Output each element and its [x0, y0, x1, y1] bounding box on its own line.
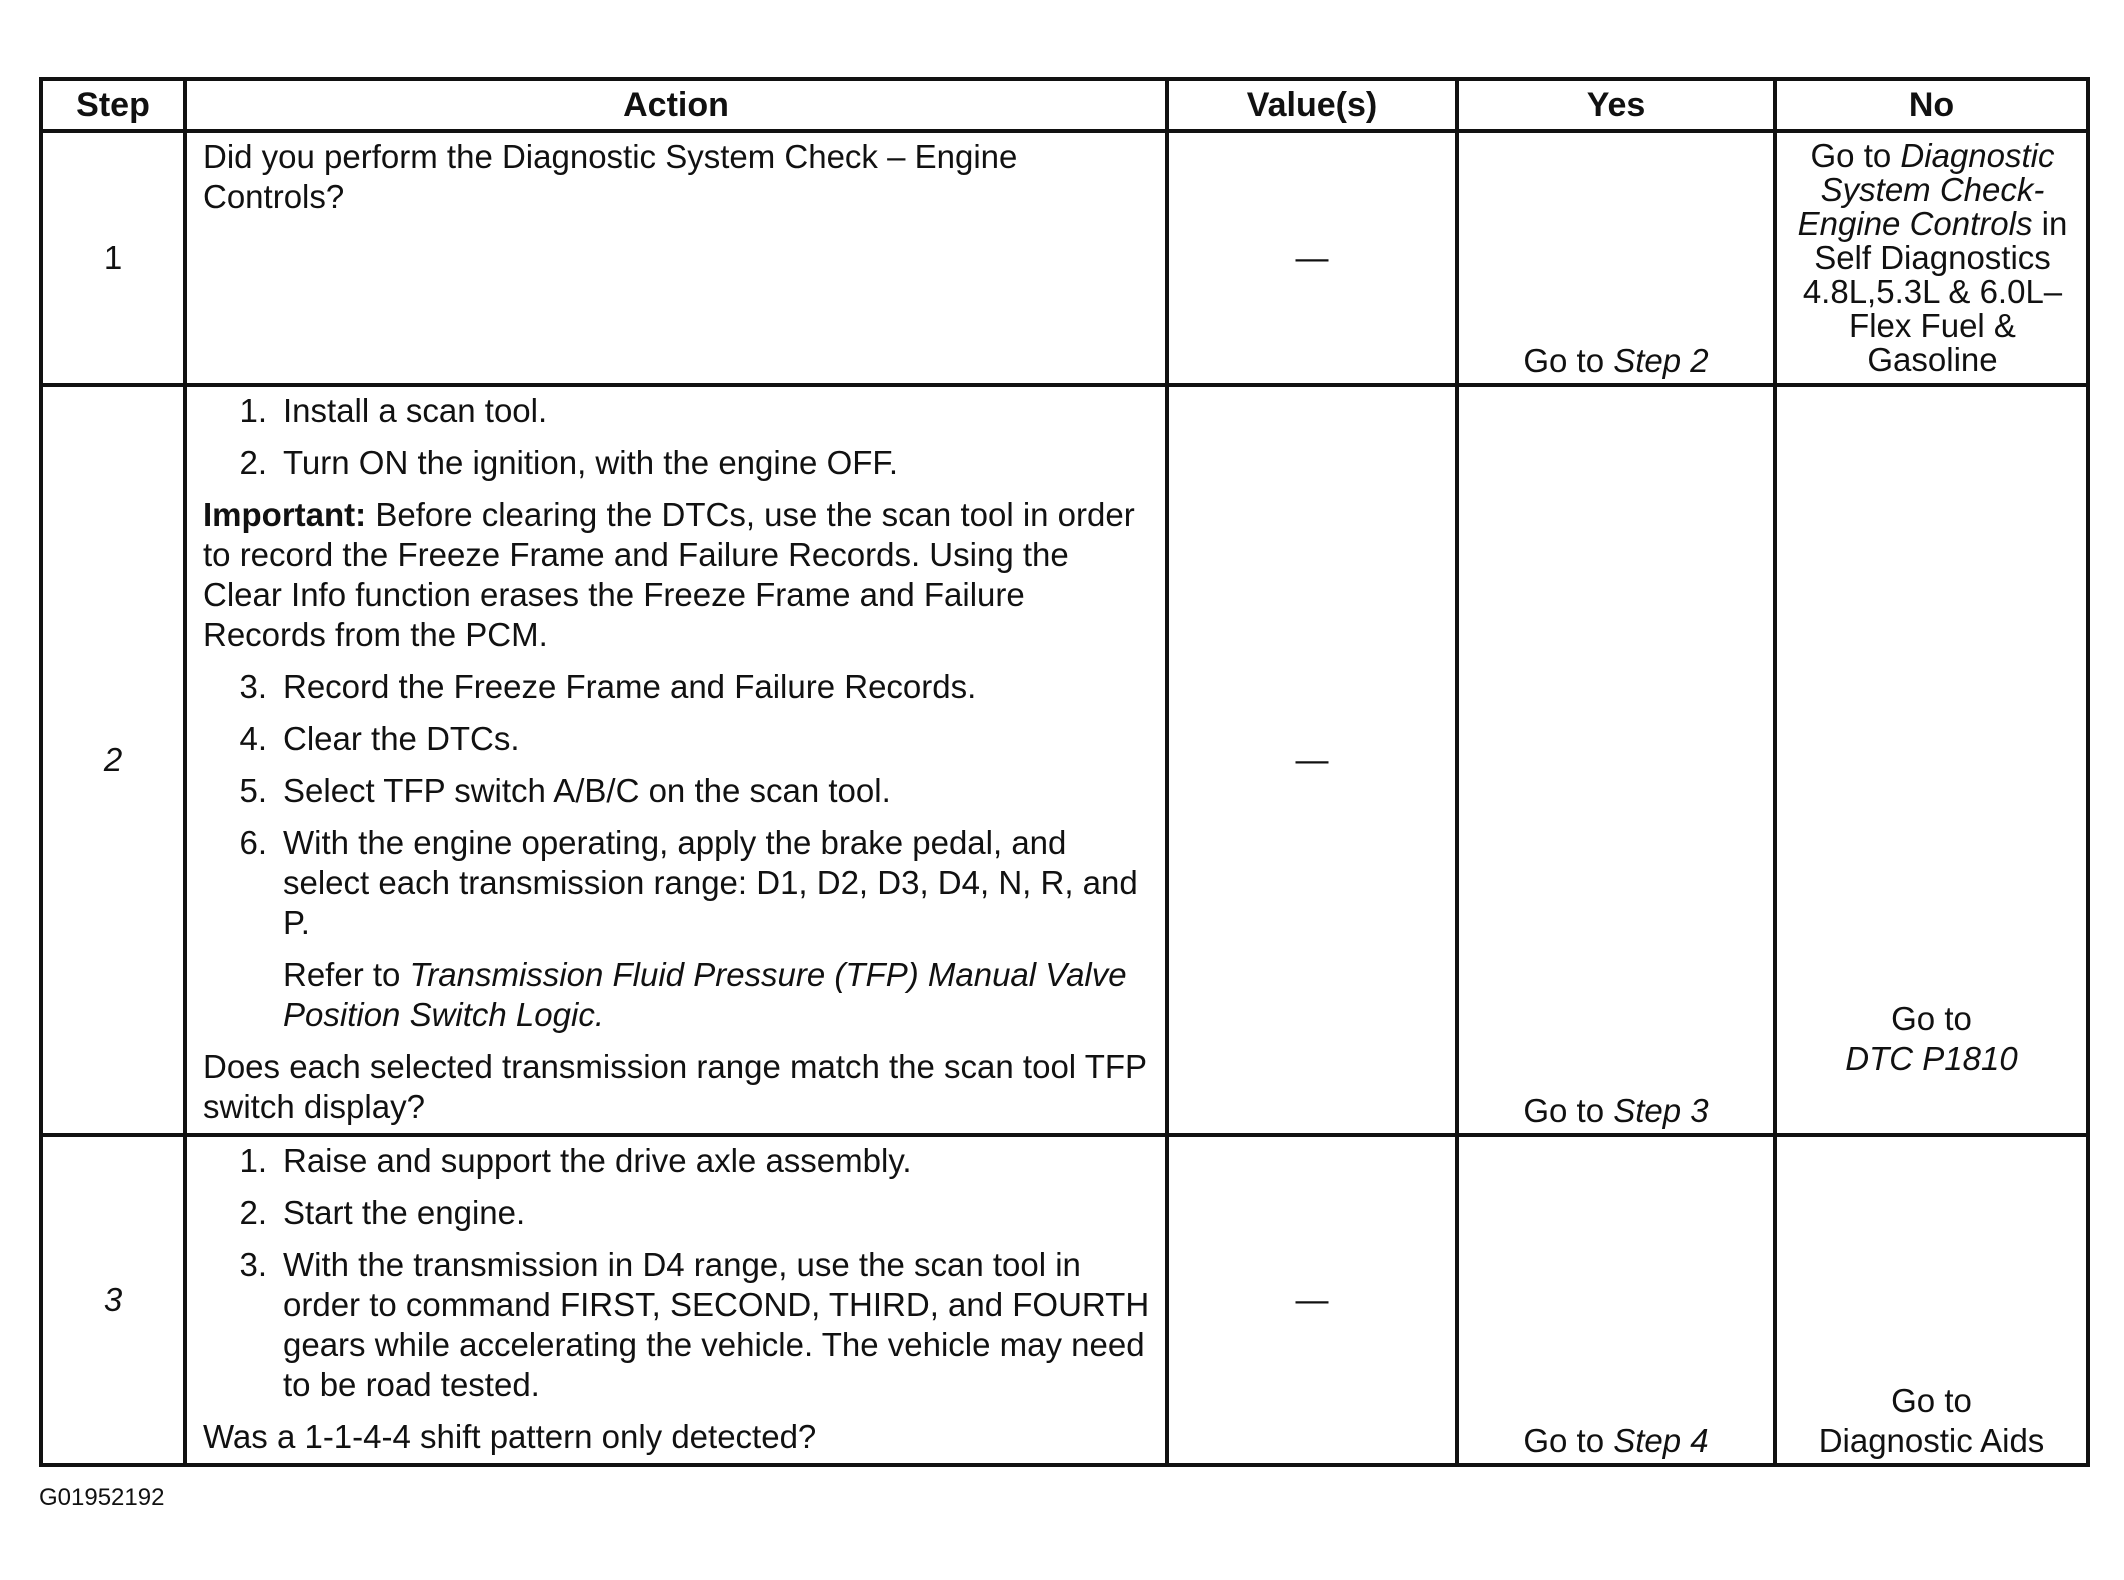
no-suffix: in Self Diagnostics 4.8L,5.3L & 6.0L– Flex Fuel & Gasoline	[1802, 205, 2068, 378]
step-number: 2	[41, 385, 185, 1135]
diagnostic-table	[39, 77, 2090, 1467]
value-cell: —	[1167, 385, 1457, 1135]
step-index: 1.	[239, 1142, 267, 1179]
header-step: Step	[41, 79, 185, 131]
step-index: 3.	[239, 668, 267, 705]
no-goto	[1777, 999, 2086, 1079]
no-goto	[1783, 139, 2082, 377]
yes-cell	[1457, 1135, 1775, 1465]
refer-suffix: .	[594, 996, 604, 1033]
step-text: Start the engine.	[283, 1194, 526, 1231]
no-cell	[1775, 385, 2088, 1135]
list-item	[203, 1193, 1151, 1233]
yes-goto	[1459, 1421, 1773, 1461]
action-question: Does each selected transmission range match the scan tool TFP switch display?	[203, 1048, 1147, 1125]
no-goto	[1777, 1381, 2086, 1461]
header-values: Value(s)	[1167, 79, 1457, 131]
no-prefix: Go to	[1810, 137, 1901, 174]
action-cell	[185, 385, 1167, 1135]
step-index: 4.	[239, 720, 267, 757]
action-steps-b	[203, 667, 1151, 943]
yes-cell	[1457, 385, 1775, 1135]
important-note	[203, 495, 1151, 655]
table-row-step-2	[41, 385, 2088, 1135]
step-index: 2.	[239, 1194, 267, 1231]
list-item	[203, 391, 1151, 431]
step-index: 2.	[239, 444, 267, 481]
list-item	[203, 1141, 1151, 1181]
yes-prefix: Go to	[1523, 342, 1614, 379]
step-text: Record the Freeze Frame and Failure Records.	[283, 668, 977, 705]
list-item	[203, 823, 1151, 943]
goto-step-2-link[interactable]: Step 2	[1613, 342, 1709, 379]
no-prefix: Go to	[1891, 1000, 1972, 1037]
table-header-row	[41, 79, 2088, 131]
refer-note	[203, 955, 1151, 1035]
step-text: Clear the DTCs.	[283, 720, 520, 757]
list-item	[203, 667, 1151, 707]
step-index: 5.	[239, 772, 267, 809]
step-number: 1	[41, 131, 185, 385]
step-text: Turn ON the ignition, with the engine OFF.	[283, 444, 899, 481]
step-index: 1.	[239, 392, 267, 429]
list-item	[203, 1245, 1151, 1405]
diagnostic-system-check-link[interactable]: Diagnostic System Check- Engine Controls	[1797, 137, 2055, 242]
dtc-p1810-link[interactable]: DTC P1810	[1845, 1040, 2018, 1077]
header-action: Action	[185, 79, 1167, 131]
diagnostic-aids-link[interactable]: Diagnostic Aids	[1818, 1422, 2045, 1459]
no-cell	[1775, 1135, 2088, 1465]
header-yes: Yes	[1457, 79, 1775, 131]
list-item	[203, 443, 1151, 483]
yes-goto	[1459, 1091, 1773, 1131]
action-steps-a	[203, 391, 1151, 483]
action-question: Was a 1-1-4-4 shift pattern only detected?	[203, 1418, 817, 1455]
value-cell: —	[1167, 131, 1457, 385]
yes-prefix: Go to	[1523, 1422, 1614, 1459]
list-item	[203, 719, 1151, 759]
goto-step-3-link[interactable]: Step 3	[1613, 1092, 1709, 1129]
action-cell	[185, 1135, 1167, 1465]
step-index: 6.	[239, 824, 267, 861]
figure-id: G01952192	[39, 1484, 165, 1511]
yes-prefix: Go to	[1523, 1092, 1614, 1129]
yes-goto	[1459, 341, 1773, 381]
step-text: Select TFP switch A/B/C on the scan tool.	[283, 772, 891, 809]
step-text: Raise and support the drive axle assembly.	[283, 1142, 912, 1179]
step-number: 3	[41, 1135, 185, 1465]
important-text: Before clearing the DTCs, use the scan tool in order to record the Freeze Frame and Failure Records. Using the Clear Info function erases the Freeze Frame and Failure Records from the PCM.	[203, 496, 1135, 653]
step-text: With the engine operating, apply the brake pedal, and select each transmission range: D1, D2, D3, D4, N, R, and P.	[283, 824, 1138, 941]
table-row-step-3	[41, 1135, 2088, 1465]
action-steps	[203, 1141, 1151, 1405]
yes-cell	[1457, 131, 1775, 385]
no-prefix: Go to	[1891, 1382, 1972, 1419]
important-label: Important:	[203, 496, 367, 533]
action-question: Did you perform the Diagnostic System Check – Engine Controls?	[203, 138, 1018, 215]
tfp-switch-logic-link[interactable]: Transmission Fluid Pressure (TFP) Manual Valve Position Switch Logic	[283, 956, 1127, 1033]
refer-prefix: Refer to	[283, 956, 410, 993]
header-no: No	[1775, 79, 2088, 131]
step-text: Install a scan tool.	[283, 392, 548, 429]
table-row-step-1	[41, 131, 2088, 385]
action-cell	[185, 131, 1167, 385]
no-cell	[1775, 131, 2088, 385]
goto-step-4-link[interactable]: Step 4	[1613, 1422, 1709, 1459]
step-index: 3.	[239, 1246, 267, 1283]
list-item	[203, 771, 1151, 811]
step-text: With the transmission in D4 range, use the scan tool in order to command FIRST, SECOND, THIRD, and FOURTH gears while accelerating the vehicle. The vehicle may need to be road tested.	[283, 1246, 1150, 1403]
value-cell: —	[1167, 1135, 1457, 1465]
